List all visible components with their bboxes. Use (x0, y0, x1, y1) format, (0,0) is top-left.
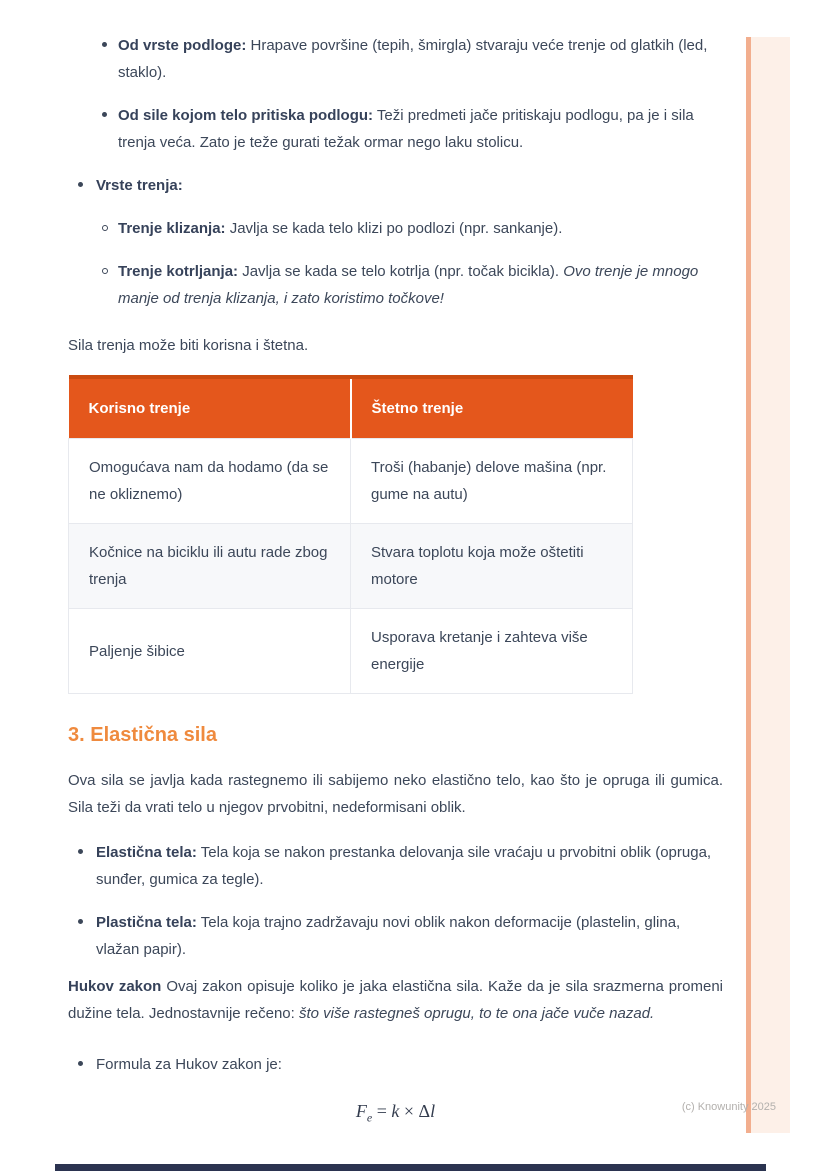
list-item-text: Javlja se kada se telo kotrlja (npr. točak bicikla). (238, 263, 564, 280)
list-item-text: Tela koja se nakon prestanka delovanja sile vraćaju u prvobitni oblik (opruga, sunđer, gumica za tegle). (96, 844, 712, 888)
table-cell: Troši (habanje) delove mašina (npr. gume na autu) (351, 439, 633, 524)
table-cell: Kočnice na biciklu ili autu rade zbog trenja (69, 524, 351, 609)
formula-k: k (391, 1101, 400, 1121)
list-item-plasticna-tela (68, 909, 723, 963)
hukov-zakon-lead: Hukov zakon (68, 978, 162, 995)
bullet-dot-icon (102, 102, 107, 129)
formula-times: × (399, 1101, 419, 1121)
next-page-edge (55, 1164, 766, 1171)
bullet-dot-icon (78, 839, 83, 866)
friction-table (68, 375, 633, 694)
list-item-italic-note: Ovo trenje je mnogo manje od trenja klizanja, i zato koristimo točkove! (118, 263, 699, 307)
formula-equals: = (372, 1101, 392, 1121)
paragraph-elastic-intro: Ova sila se javlja kada rastegnemo ili sabijemo neko elastično telo, kao što je opruga ili gumica. Sila teži da vrati telo u njegov prvobitni, nedeformisani oblik. (68, 772, 723, 816)
table-header-stetno: Štetno trenje (351, 377, 633, 439)
table-cell: Usporava kretanje i zahteva više energije (351, 609, 633, 694)
formula-F: F (355, 1101, 367, 1121)
table-cell: Omogućava nam da hodamo (da se ne okliznemo) (69, 439, 351, 524)
list-item-lead: Plastična tela: (96, 914, 197, 931)
hooke-law-formula (68, 1098, 723, 1132)
page-accent-stripe (746, 37, 790, 1133)
document-content (68, 32, 723, 1132)
knowunity-watermark: (c) Knowunity 2025 (681, 1101, 776, 1113)
paragraph-hukov-zakon (68, 973, 723, 1027)
formula-subscript-e: e (366, 1110, 373, 1125)
list-item-lead: Trenje klizanja: (118, 220, 226, 237)
bullet-circle-icon (102, 215, 108, 242)
table-header-row (69, 377, 633, 439)
hukov-zakon-italic: što više rastegneš oprugu, to te ona jače vuče nazad. (298, 1005, 655, 1022)
formula-delta: Δ (418, 1101, 431, 1121)
bullet-dot-icon (102, 32, 107, 59)
list-item-text: Teži predmeti jače pritiskaju podlogu, pa je i sila trenja veća. Zato je teže gurati težak ormar nego laku stolicu. (118, 107, 694, 151)
list-item-vrste-trenja (68, 172, 723, 199)
list-item-od-sile (68, 102, 723, 156)
table-row (69, 524, 633, 609)
formula-l: l (430, 1101, 436, 1121)
bullet-dot-icon (78, 1051, 83, 1078)
list-item-od-vrste-podloge (68, 32, 723, 86)
list-item-lead: Elastična tela: (96, 844, 197, 861)
bullet-dot-icon (78, 909, 83, 936)
list-item-trenje-kotrljanja (68, 258, 723, 312)
bullet-circle-icon (102, 258, 108, 285)
table-header-korisno: Korisno trenje (69, 377, 351, 439)
hukov-zakon-text: Ovaj zakon opisuje koliko je jaka elastična sila. Kaže da je sila srazmerna promeni dužine tela. Jednostavnije rečeno: (68, 978, 723, 1022)
list-item-elasticna-tela (68, 839, 723, 893)
list-item-text: Hrapave površine (tepih, šmirgla) stvaraju veće trenje od glatkih (led, staklo). (118, 37, 708, 81)
list-item-text: Tela koja trajno zadržavaju novi oblik nakon deformacije (plastelin, glina, vlažan papir). (96, 914, 681, 958)
list-item-text: Javlja se kada telo klizi po podlozi (npr. sankanje). (225, 220, 563, 237)
list-item-lead: Od vrste podloge: (118, 37, 247, 54)
list-item-trenje-klizanja (68, 215, 723, 242)
section-heading-elasticna-sila: 3. Elastična sila (68, 724, 217, 746)
bullet-dot-icon (78, 172, 83, 199)
list-item-lead: Od sile kojom telo pritiska podlogu: (118, 107, 374, 124)
table-row (69, 439, 633, 524)
list-item-formula-intro (68, 1051, 723, 1078)
list-item-lead: Vrste trenja: (96, 177, 183, 194)
table-row (69, 609, 633, 694)
table-cell: Stvara toplotu koja može oštetiti motore (351, 524, 633, 609)
list-item-text: Formula za Hukov zakon je: (96, 1056, 282, 1073)
table-cell: Paljenje šibice (69, 609, 351, 694)
paragraph-sila-trenja: Sila trenja može biti korisna i štetna. (68, 337, 309, 354)
list-item-lead: Trenje kotrljanja: (118, 263, 239, 280)
